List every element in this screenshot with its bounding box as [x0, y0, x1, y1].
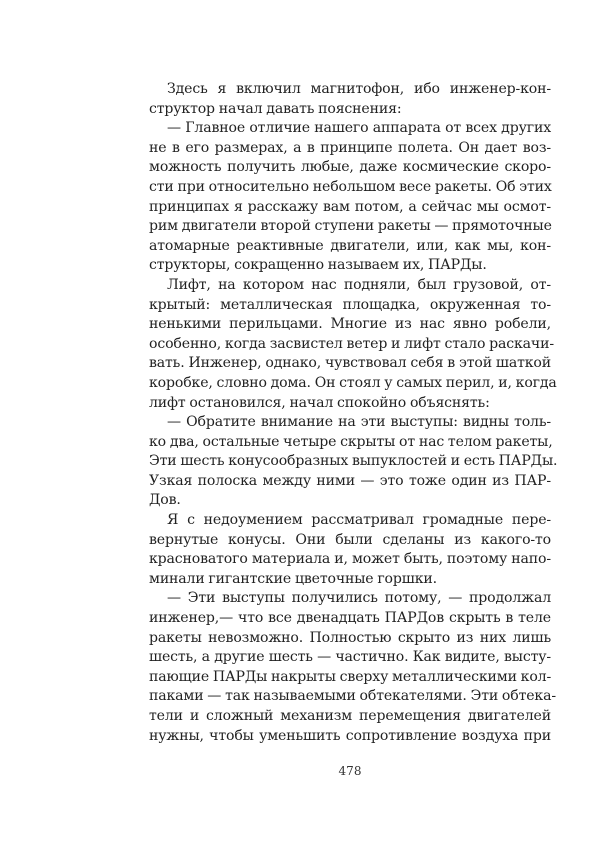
body-text [149, 80, 558, 746]
text-line: ракеты невозможно. Полностью скрыто из них лишь [149, 629, 551, 646]
text-line: минали гигантские цветочные горшки. [149, 570, 437, 587]
text-line: тели и сложный механизм перемещения двигателей [149, 708, 551, 724]
text-line: — Главное отличие нашего аппарата от всех других [167, 120, 551, 137]
page-number: 478 [338, 764, 362, 778]
text-line: структоры, сокращенно называем их, ПАРДы. [149, 257, 487, 274]
text-line: принципах я расскажу вам потом, а сейчас мы осмот- [149, 198, 551, 215]
text-line: Лифт, на котором нас подняли, был грузовой, от- [167, 276, 551, 293]
text-line: вернутые конусы. Они были сделаны из какого-то [149, 531, 551, 548]
text-line: Дов. [149, 492, 181, 509]
text-line: вать. Инженер, однако, чувствовал себя в этой шаткой [149, 355, 551, 372]
text-line: не в его размерах, а в принципе полета. Он дает воз- [149, 139, 551, 156]
text-line: ко два, остальные четыре скрыты от нас телом ракеты, [149, 433, 553, 450]
text-line: Здесь я включил магнитофон, ибо инженер-кон- [167, 81, 551, 97]
text-line: Узкая полоска между ними — это тоже один из ПАР- [149, 472, 551, 489]
text-line: крытый: металлическая площадка, окруженная то- [149, 296, 551, 313]
text-line: — Эти выступы получились потому, — продолжал [167, 590, 551, 607]
text-line: сти при относительно небольшом весе ракеты. Об этих [149, 178, 552, 195]
text-line: красноватого материала и, может быть, поэтому напо- [149, 551, 551, 568]
text-line: лифт остановился, начал спокойно объяснять: [149, 394, 490, 411]
text-line: коробке, словно дома. Он стоял у самых перил, и, когда [149, 374, 557, 391]
text-line: инженер,— что все двенадцать ПАРДов скрыть в теле [149, 610, 551, 627]
text-line: ненькими перильцами. Многие из нас явно робели, [149, 316, 551, 333]
text-line: нужны, чтобы уменьшить сопротивление воздуха при [149, 727, 551, 744]
text-line: структор начал давать пояснения: [149, 100, 402, 117]
text-line: атомарные реактивные двигатели, или, как мы, кон- [149, 237, 551, 254]
text-line: рим двигатели второй ступени ракеты — прямоточные [149, 218, 552, 235]
text-line: Эти шесть конусообразных выпуклостей и есть ПАРДы. [149, 453, 558, 470]
text-line: Я с недоумением рассматривал громадные пере- [167, 512, 551, 529]
text-line: особенно, когда засвистел ветер и лифт стало раскачи- [149, 335, 554, 352]
text-line: шесть, а другие шесть — частично. Как видите, высту- [149, 649, 551, 666]
text-line: — Обратите внимание на эти выступы: видны толь- [167, 414, 551, 431]
text-line: пающие ПАРДы накрыты сверху металлическими кол- [149, 668, 552, 685]
text-line: можность получить любые, даже космические скоро- [149, 159, 551, 176]
text-line: паками — так называемыми обтекателями. Эти обтека- [149, 688, 556, 705]
